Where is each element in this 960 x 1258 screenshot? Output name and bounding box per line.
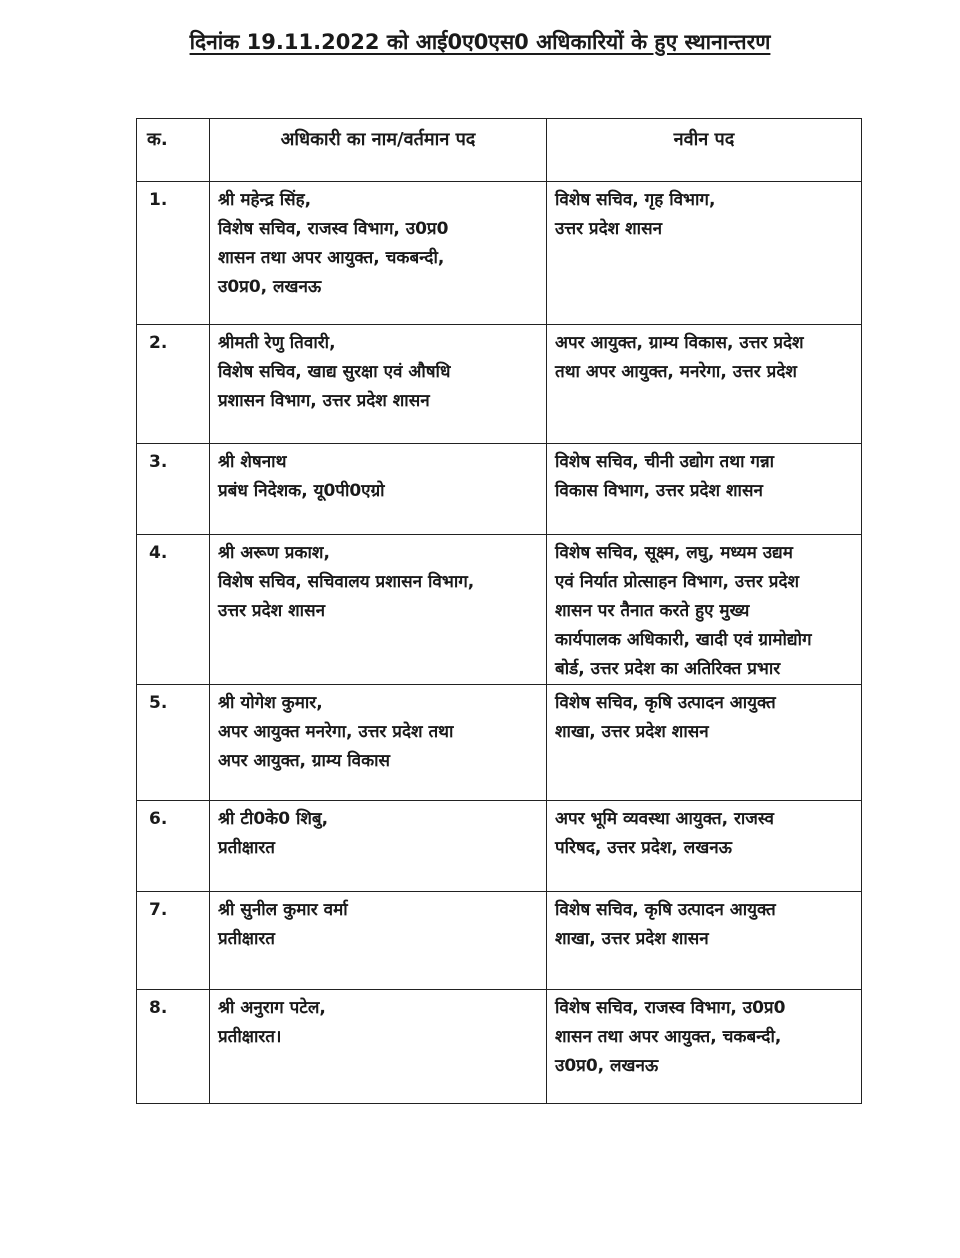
table-row xyxy=(137,685,862,801)
new-post-line: बोर्ड, उत्तर प्रदेश का अतिरिक्त प्रभार xyxy=(555,659,781,679)
header-new-post: नवीन पद xyxy=(547,119,862,182)
table-header-row xyxy=(137,119,862,182)
serial-number: 2. xyxy=(137,325,210,444)
officer-line: शासन तथा अपर आयुक्त, चकबन्दी, xyxy=(218,248,445,268)
new-post-cell xyxy=(547,892,862,990)
new-post-line: कार्यपालक अधिकारी, खादी एवं ग्रामोद्योग xyxy=(555,630,812,650)
officer-line: अपर आयुक्त, ग्राम्य विकास xyxy=(218,751,391,771)
serial-number: 4. xyxy=(137,535,210,685)
officer-line: श्री टी0के0 शिबु, xyxy=(218,809,329,829)
officer-line: उ0प्र0, लखनऊ xyxy=(218,277,322,297)
new-post-cell xyxy=(547,990,862,1104)
officer-cell xyxy=(210,801,547,892)
new-post-line: तथा अपर आयुक्त, मनरेगा, उत्तर प्रदेश xyxy=(555,362,797,382)
officer-line: श्रीमती रेणु तिवारी, xyxy=(218,333,336,353)
new-post-cell xyxy=(547,801,862,892)
officer-line: प्रतीक्षारत xyxy=(218,838,276,858)
officer-cell xyxy=(210,182,547,325)
new-post-line: विशेष सचिव, चीनी उद्योग तथा गन्ना xyxy=(555,452,775,472)
header-officer: अधिकारी का नाम/वर्तमान पद xyxy=(210,119,547,182)
serial-number: 3. xyxy=(137,444,210,535)
officer-line: श्री अनुराग पटेल, xyxy=(218,998,326,1018)
table-row xyxy=(137,325,862,444)
new-post-cell xyxy=(547,325,862,444)
new-post-cell xyxy=(547,685,862,801)
serial-number: 7. xyxy=(137,892,210,990)
new-post-line: परिषद, उत्तर प्रदेश, लखनऊ xyxy=(555,838,733,858)
officer-cell xyxy=(210,325,547,444)
new-post-line: विशेष सचिव, कृषि उत्पादन आयुक्त xyxy=(555,693,776,713)
officer-line: श्री योगेश कुमार, xyxy=(218,693,323,713)
table-row xyxy=(137,182,862,325)
new-post-line: उ0प्र0, लखनऊ xyxy=(555,1056,659,1076)
table-row xyxy=(137,990,862,1104)
new-post-line: विकास विभाग, उत्तर प्रदेश शासन xyxy=(555,481,763,501)
officer-line: श्री महेन्द्र सिंह, xyxy=(218,190,312,210)
new-post-line: अपर आयुक्त, ग्राम्य विकास, उत्तर प्रदेश xyxy=(555,333,804,353)
new-post-line: विशेष सचिव, गृह विभाग, xyxy=(555,190,716,210)
serial-number: 5. xyxy=(137,685,210,801)
officer-line: प्रशासन विभाग, उत्तर प्रदेश शासन xyxy=(218,391,430,411)
new-post-line: उत्तर प्रदेश शासन xyxy=(555,219,663,239)
header-serial: क. xyxy=(137,119,210,182)
officer-cell xyxy=(210,892,547,990)
new-post-line: शासन तथा अपर आयुक्त, चकबन्दी, xyxy=(555,1027,782,1047)
new-post-line: अपर भूमि व्यवस्था आयुक्त, राजस्व xyxy=(555,809,774,829)
officer-line: प्रबंध निदेशक, यू0पी0एग्रो xyxy=(218,481,385,501)
table-row xyxy=(137,535,862,685)
officer-line: उत्तर प्रदेश शासन xyxy=(218,601,326,621)
officer-line: श्री अरूण प्रकाश, xyxy=(218,543,330,563)
new-post-line: शाखा, उत्तर प्रदेश शासन xyxy=(555,722,709,742)
serial-number: 1. xyxy=(137,182,210,325)
new-post-cell xyxy=(547,444,862,535)
new-post-line: एवं निर्यात प्रोत्साहन विभाग, उत्तर प्रदेश xyxy=(555,572,800,592)
new-post-cell xyxy=(547,182,862,325)
table-row xyxy=(137,801,862,892)
officer-line: श्री शेषनाथ xyxy=(218,452,287,472)
officer-line: विशेष सचिव, सचिवालय प्रशासन विभाग, xyxy=(218,572,475,592)
document-title: दिनांक 19.11.2022 को आई0ए0एस0 अधिकारियों के हुए स्थानान्तरण xyxy=(189,30,771,54)
new-post-line: विशेष सचिव, सूक्ष्म, लघु, मध्यम उद्यम xyxy=(555,543,793,563)
officer-line: अपर आयुक्त मनरेगा, उत्तर प्रदेश तथा xyxy=(218,722,454,742)
transfer-table xyxy=(136,118,862,1104)
officer-line: विशेष सचिव, राजस्व विभाग, उ0प्र0 xyxy=(218,219,449,239)
officer-line: विशेष सचिव, खाद्य सुरक्षा एवं औषधि xyxy=(218,362,451,382)
new-post-line: विशेष सचिव, राजस्व विभाग, उ0प्र0 xyxy=(555,998,786,1018)
new-post-cell xyxy=(547,535,862,685)
officer-cell xyxy=(210,535,547,685)
officer-cell xyxy=(210,685,547,801)
officer-cell xyxy=(210,444,547,535)
new-post-line: शाखा, उत्तर प्रदेश शासन xyxy=(555,929,709,949)
new-post-line: शासन पर तैनात करते हुए मुख्य xyxy=(555,601,750,621)
officer-cell xyxy=(210,990,547,1104)
serial-number: 8. xyxy=(137,990,210,1104)
officer-line: प्रतीक्षारत। xyxy=(218,1027,282,1047)
table-row xyxy=(137,892,862,990)
officer-line: प्रतीक्षारत xyxy=(218,929,276,949)
serial-number: 6. xyxy=(137,801,210,892)
table-row xyxy=(137,444,862,535)
officer-line: श्री सुनील कुमार वर्मा xyxy=(218,900,348,920)
new-post-line: विशेष सचिव, कृषि उत्पादन आयुक्त xyxy=(555,900,776,920)
